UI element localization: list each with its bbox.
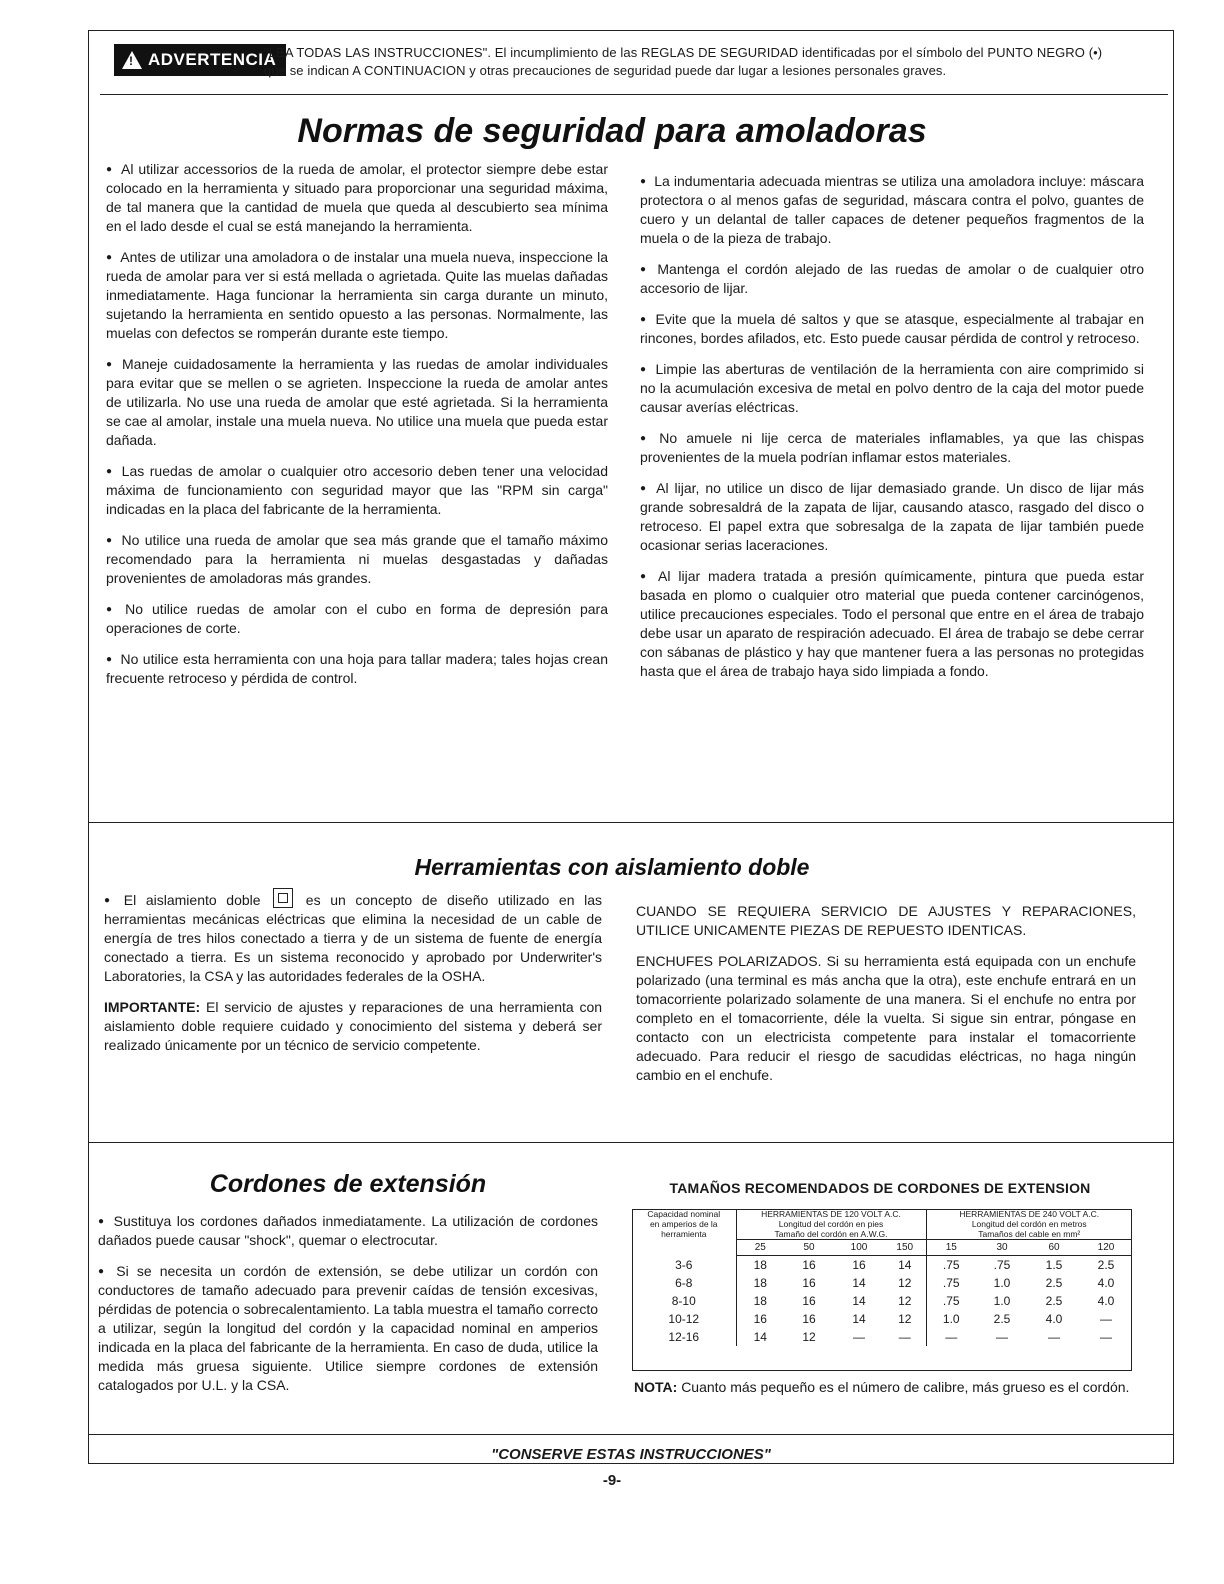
cords-column (98, 1212, 598, 1407)
grinder-rule: ● Al utilizar accessorios de la rueda de amolar, el protector siempre debe estar colocado en la herramienta y situado para proporcionar una seguridad máxima, de tal manera que la cantidad de muela que queda al descubierto sea mínima en el lado desde el cual se está manejando la herramienta. (106, 161, 608, 234)
double-right-column (636, 902, 1136, 1097)
grinder-rule: ● Antes de utilizar una amoladora o de instalar una muela nueva, inspeccione la rueda de amolar para ver si está mellada o agrietada. Quite las muelas dañadas inmediatamente. Haga funcionar la herramienta sin carga durante un minuto, sujetando la herramienta en sentido opuesto a las personas. Normalmente, las muelas con defectos se romperán durante este tiempo. (106, 249, 608, 341)
page-number: -9- (602, 1472, 622, 1489)
cords-paragraph: ● Sustituya los cordones dañados inmediatamente. La utilización de cordones dañados puede causar "shock", quemar o electrocutar. (98, 1213, 599, 1248)
cords-paragraph: ● Si se necesita un cordón de extensión, se debe utilizar un cordón con conductores de tamaño adecuado para prevenir caídas de tensión excesivas, pérdidas de potencia o sobrecalentamiento. La tabla muestra el tamaño correcto a utilizar, según la longitud del cordón y la capacidad nominal en amperios indicada en la placa del fabricante de la herramienta. En caso de duda, utilice la medida más gruesa siguiente. Utilice siempre cordones de extensión catalogados por U.L. y la CSA. (98, 1263, 598, 1393)
length-header: 15 (926, 1240, 976, 1256)
double-insulation-icon (273, 888, 293, 908)
length-header: 30 (976, 1240, 1028, 1256)
save-instructions: "CONSERVE ESTAS INSTRUCCIONES" (491, 1446, 771, 1463)
length-header: 150 (884, 1240, 926, 1256)
grinder-rule: ● Mantenga el cordón alejado de las ruedas de amolar o de cualquier otro accesorio de lijar. (640, 261, 1144, 296)
important-paragraph: IMPORTANTE: El servicio de ajustes y reparaciones de una herramienta con aislamiento doble requiere cuidado y conocimiento del sistema y deberá ser realizado únicamente por un técnico de servicio competente. (104, 999, 603, 1053)
cord-size-table (632, 1209, 1132, 1346)
table-row: 8-10 18 16 14 12 .75 1.0 2.5 4.0 (671, 1294, 1115, 1308)
table-row: 10-12 16 16 14 12 1.0 2.5 4.0 — (668, 1312, 1112, 1326)
group-120v-header: HERRAMIENTAS DE 120 VOLT A.C. Longitud del cordón en pies Tamaño del cordón en A.W.G. (736, 1209, 926, 1240)
section-divider (88, 1434, 1174, 1435)
grinder-rule: ● Evite que la muela dé saltos y que se atasque, especialmente al trabajar en rincones, bordes afilados, etc. Esto puede causar pérdida de control y retroceso. (640, 311, 1144, 346)
warning-line-2: que se indican A CONTINUACION y otras precauciones de seguridad puede dar lugar a lesiones personales graves. (264, 63, 947, 78)
double-insulation-paragraph: ● El aislamiento doble es un concepto de diseño utilizado en las herramientas mecánicas eléctricas que elimina la necesidad de un cable de energía de tres hilos conectado a tierra y de un sistema de fuente de energía conectado a tierra. Es un sistema reconocido y aprobado por Underwriter's Laboratories, la CSA y las autoridades federales de la OSHA. (104, 888, 602, 986)
table-note: NOTA: Cuanto más pequeño es el número de calibre, más grueso es el cordón. (634, 1379, 1130, 1395)
warning-line-1: "LEA TODAS LAS INSTRUCCIONES". El incumplimiento de las REGLAS DE SEGURIDAD identificadas por el símbolo del PUNTO NEGRO (•) (264, 45, 1103, 60)
length-header: 120 (1080, 1240, 1132, 1256)
warning-triangle-icon (122, 51, 142, 69)
grinders-left-column (106, 160, 608, 700)
warning-text (264, 44, 1154, 80)
table-row: 12-16 14 12 — — — — — — (668, 1330, 1112, 1344)
grinders-right-column (640, 172, 1144, 693)
amp-rating-header: Capacidad nominal en amperios de la herramienta (647, 1209, 721, 1239)
group-240v-header: HERRAMIENTAS DE 240 VOLT A.C. Longitud del cordón en metros Tamaños del cable en mm² (926, 1209, 1132, 1240)
grinder-rule: ● No amuele ni lije cerca de materiales inflamables, ya que las chispas provenientes de la muela podrían inflamar estos materiales. (640, 430, 1144, 465)
length-header: 100 (834, 1240, 884, 1256)
grinder-rule: ● La indumentaria adecuada mientras se utiliza una amoladora incluye: máscara protectora o al menos gafas de seguridad, máscara contra el polvo, guantes de cuero y un delantal de taller capaces de detener pequeños fragmentos de la muela o de la pieza de trabajo. (640, 173, 1144, 246)
table-row: 6-8 18 16 14 12 .75 1.0 2.5 4.0 (675, 1276, 1115, 1290)
grinder-rule: ● Las ruedas de amolar o cualquier otro accesorio deben tener una velocidad máxima de funcionamiento con seguridad mayor que las "RPM sin carga" indicadas en la placa del fabricante de la herramienta. (106, 463, 608, 517)
warning-banner (100, 38, 1168, 95)
warning-badge-label: ADVERTENCIA (148, 50, 277, 69)
grinder-rule: ● No utilice ruedas de amolar con el cubo en forma de depresión para operaciones de corte. (106, 601, 608, 636)
section-divider (88, 1142, 1174, 1143)
double-left-column (104, 888, 602, 1067)
length-header: 50 (784, 1240, 834, 1256)
polarized-plugs-paragraph: ENCHUFES POLARIZADOS. Si su herramienta está equipada con un enchufe polarizado (una terminal es más ancha que la otra), este enchufe entrará en un tomacorriente polarizado solamente de una manera. Si el enchufe no entra por completo en el tomacorriente, déle la vuelta. Si sigue sin entrar, póngase en contacto con un electricista competente para instalar el tomacorriente adecuado. Para reducir el riesgo de sacudidas eléctricas, no haga ningún cambio en el enchufe. (636, 953, 1136, 1083)
grinder-rule: ● Limpie las aberturas de ventilación de la herramienta con aire comprimido si no la acumulación excesiva de metal en polvo dentro de la caja del motor puede causar averías eléctricas. (640, 361, 1145, 415)
extension-cords-title: Cordones de extensión (209, 1170, 487, 1198)
grinder-rule: ● No utilice esta herramienta con una hoja para tallar madera; tales hojas crean frecuente retroceso y pérdida de control. (106, 651, 609, 686)
grinder-rule: ● Al lijar, no utilice un disco de lijar demasiado grande. Un disco de lijar más grande sobresaldrá de la zapata de lijar, causando atasco, rasgado del disco o retroceso. El papel extra que sobresalga de la zapata de lijar también puede ocasionar serias laceraciones. (640, 480, 1145, 553)
warning-badge (114, 44, 286, 76)
double-insulation-title: Herramientas con aislamiento doble (414, 854, 810, 880)
length-header: 25 (736, 1240, 784, 1256)
grinder-rule: ● Al lijar madera tratada a presión químicamente, pintura que pueda estar basada en plomo o cualquier otro material que pueda contener carcinógenos, utilice precauciones especiales. Todo el personal que entre en el área de trabajo debe usar un aparato de respiración adecuado. El área de trabajo se debe cerrar con sábanas de plástico y hay que mantener fuera a las personas no protegidas hasta que el área de trabajo haya sido limpiada a fondo. (640, 568, 1144, 679)
service-note: CUANDO SE REQUIERA SERVICIO DE AJUSTES Y REPARACIONES, UTILICE UNICAMENTE PIEZAS DE REPUESTO IDENTICAS. (636, 903, 1136, 938)
table-row: 3-6 18 16 16 14 .75 .75 1.5 2.5 (632, 1256, 1132, 1275)
grinders-title: Normas de seguridad para amoladoras (297, 112, 927, 150)
length-header: 60 (1028, 1240, 1080, 1256)
cord-table-title: TAMAÑOS RECOMENDADOS DE CORDONES DE EXTENSION (669, 1180, 1091, 1196)
grinder-rule: ● No utilice una rueda de amolar que sea más grande que el tamaño máximo recomendado para la herramienta ni muelas desgastadas y dañadas provenientes de amoladoras más grandes. (106, 532, 609, 586)
grinder-rule: ● Maneje cuidadosamente la herramienta y las ruedas de amolar individuales para evitar que se mellen o se agrieten. Inspeccione la rueda de amolar antes de utilizarla. No use una rueda de amolar que esté agrietada. Si la herramienta se cae al amolar, instale una muela nueva. No utilice una muela que pueda estar dañada. (106, 356, 608, 448)
section-divider (88, 822, 1174, 823)
